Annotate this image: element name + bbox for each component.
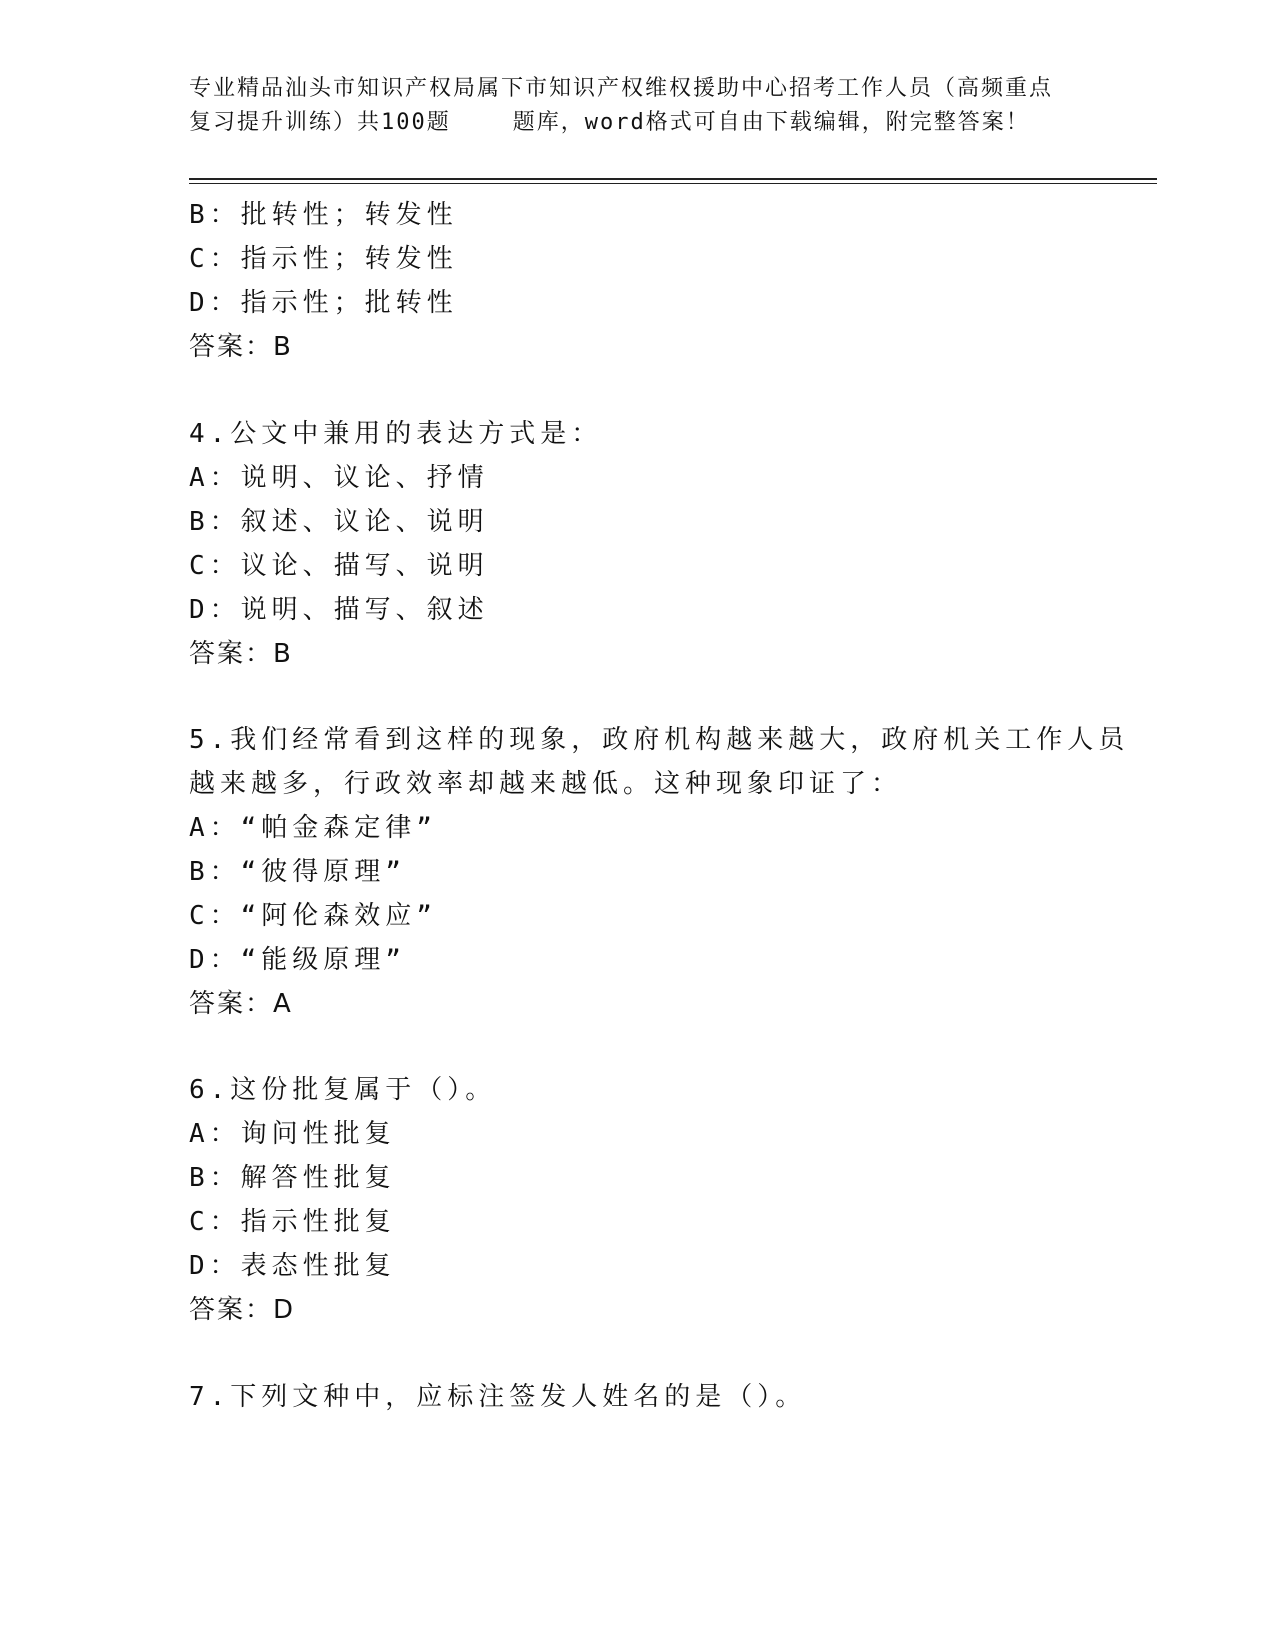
header-title-line-1: 专业精品汕头市知识产权局属下市知识产权维权援助中心招考工作人员（高频重点	[189, 76, 1054, 101]
q5-stem-line-2: 越来越多，行政效率却越来越低。这种现象印证了：	[189, 769, 903, 799]
q6-answer: 答案：D	[189, 1295, 296, 1325]
q6-option-a: A：询问性批复	[189, 1119, 396, 1149]
q3-option-d: D：指示性；批转性	[189, 288, 458, 318]
q6-option-c: C：指示性批复	[189, 1207, 396, 1237]
q5-option-c: C：“阿伦森效应”	[189, 901, 437, 931]
q7-stem: 7.下列文种中，应标注签发人姓名的是（）。	[189, 1382, 807, 1412]
q4-stem: 4.公文中兼用的表达方式是：	[189, 419, 603, 449]
header-title-line-2a: 复习提升训练）共100题	[189, 110, 451, 135]
header-rule-thick	[189, 178, 1157, 180]
header-title-line-2	[189, 106, 1089, 140]
q5-option-a: A：“帕金森定律”	[189, 813, 437, 843]
q3-option-c: C：指示性；转发性	[189, 244, 458, 274]
q3-answer: 答案：B	[189, 332, 293, 362]
q5-option-b: B：“彼得原理”	[189, 857, 406, 887]
q5-option-d: D：“能级原理”	[189, 945, 406, 975]
q4-option-b: B：叙述、议论、说明	[189, 507, 489, 537]
q6-option-b: B：解答性批复	[189, 1163, 396, 1193]
q6-stem: 6.这份批复属于（）。	[189, 1075, 497, 1105]
q4-option-d: D：说明、描写、叙述	[189, 595, 489, 625]
q6-option-d: D：表态性批复	[189, 1251, 396, 1281]
q4-option-a: A：说明、议论、抒情	[189, 463, 489, 493]
q4-answer: 答案：B	[189, 639, 293, 669]
header-title-line-2b: 题库，word格式可自由下载编辑，附完整答案！	[512, 110, 1030, 135]
header-rule-thin	[189, 183, 1157, 184]
q4-option-c: C：议论、描写、说明	[189, 551, 489, 581]
q3-option-b: B：批转性；转发性	[189, 200, 458, 230]
q5-answer: 答案：A	[189, 989, 293, 1019]
q5-stem-line-1: 5.我们经常看到这样的现象，政府机构越来越大，政府机关工作人员	[189, 725, 1130, 755]
page-header	[189, 72, 1089, 140]
